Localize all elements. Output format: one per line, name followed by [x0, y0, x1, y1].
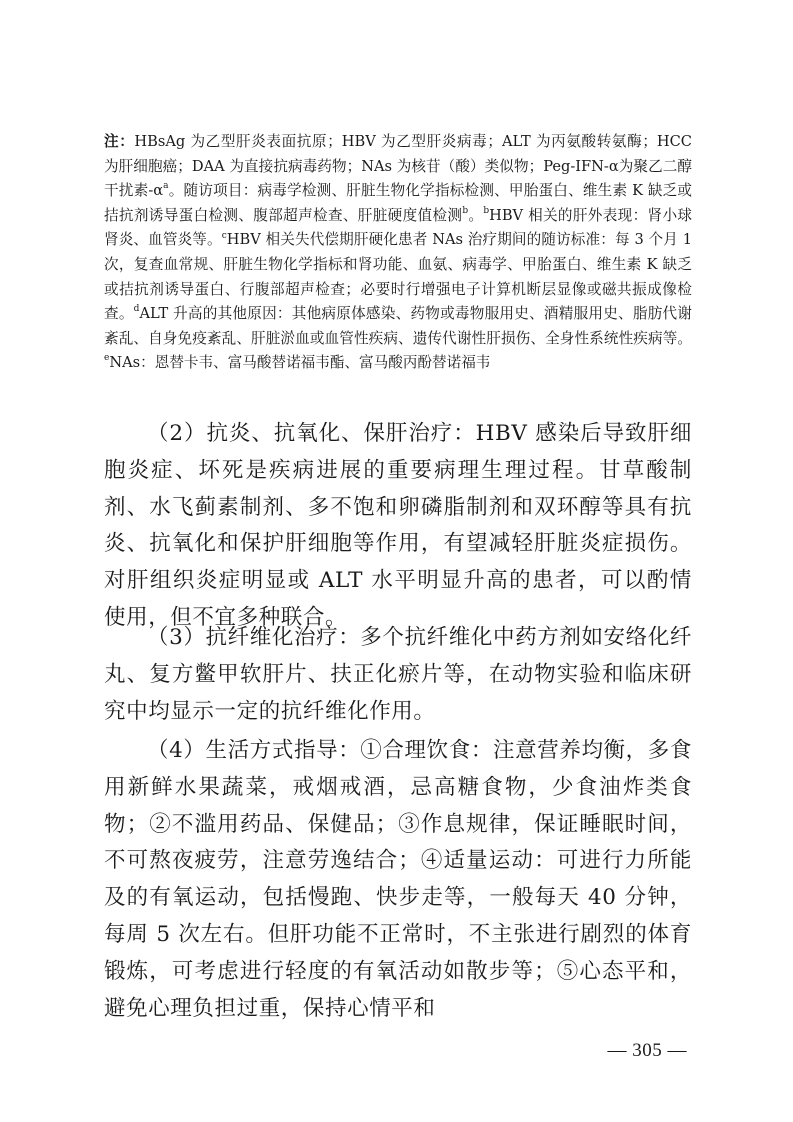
- note-marker-a: a: [163, 181, 169, 192]
- paragraph-anti-fibrosis: （3）抗纤维化治疗：多个抗纤维化中药方剂如安络化纤丸、复方鳖甲软肝片、扶正化瘀片等，在动物实验和临床研究中均显示一定的抗纤维化作用。: [104, 625, 692, 724]
- page-number: — 305 —: [607, 1040, 687, 1061]
- note-separator: 。: [468, 206, 484, 224]
- paragraph-lifestyle: （4）生活方式指导：①合理饮食：注意营养均衡，多食用新鲜水果蔬菜，戒烟戒酒，忌高糖食物，少食油炸类食物；②不滥用药品、保健品；③作息规律，保证睡眠时间，不可熬夜疲劳，注意劳逸结合；④适量运动：可进行力所能及的有氧运动，包括慢跑、快步走等，一般每天 40 分钟，每周 5 次左右。但肝功能不正常时，不主张进行剧烈的体育锻炼，可考虑进行轻度的有氧活动如散步等；⑤心态平和，避免心理负担过重，保持心情平和: [104, 738, 692, 1021]
- note-label: 注：: [104, 133, 135, 150]
- note-extrahepatic: HBV 相关的肝外表现：肾小球肾炎、血管炎等。: [104, 206, 692, 249]
- note-followup-standard: HBV 相关失代偿期肝硬化患者 NAs 治疗期间的随访标准：每 3 个月 1 次，复查血常规、肝脏生物化学指标和肾功能、血氨、病毒学、甲胎蛋白、维生素 K 缺乏或拮抗剂诱导蛋白、行腹部超声检查；必要时行增强电子计算机断层显像或磁共振成像检查。: [104, 231, 692, 323]
- note-marker-d: d: [133, 304, 140, 315]
- note-marker-b2: b: [483, 205, 490, 216]
- note-marker-e: e: [104, 353, 110, 364]
- table-footnote: [104, 130, 692, 376]
- note-abbreviations: HBsAg 为乙型肝炎表面抗原；HBV 为乙型肝炎病毒；ALT 为丙氨酸转氨酶；HCC 为肝细胞癌；DAA 为直接抗病毒药物；NAs 为核苷（酸）类似物；Peg-IFN-α为聚乙二醇干扰素-α: [104, 133, 692, 200]
- paragraph-anti-inflammatory: （2）抗炎、抗氧化、保肝治疗：HBV 感染后导致肝细胞炎症、坏死是疾病进展的重要病理生理过程。甘草酸制剂、水飞蓟素制剂、多不饱和卵磷脂制剂和双环醇等具有抗炎、抗氧化和保护肝细胞等作用，有望减轻肝脏炎症损伤。对肝组织炎症明显或 ALT 水平明显升高的患者，可以酌情使用，但不宜多种联合。: [104, 421, 692, 630]
- note-marker-b: b: [462, 205, 469, 216]
- note-alt-causes: ALT 升高的其他原因：其他病原体感染、药物或毒物服用史、酒精服用史、脂肪代谢紊乱、自身免疫紊乱、肝脏淤血或血管性疾病、遗传代谢性肝损伤、全身性系统性疾病等。: [104, 305, 692, 347]
- note-followup-items: 。随访项目：病毒学检测、肝脏生物化学指标检测、甲胎蛋白、维生素 K 缺乏或拮抗剂诱导蛋白检测、腹部超声检查、肝脏硬度值检测: [104, 182, 692, 224]
- note-marker-c: c: [221, 230, 227, 241]
- note-nas-list: NAs：恩替卡韦、富马酸替诺福韦酯、富马酸丙酚替诺福韦: [109, 354, 491, 372]
